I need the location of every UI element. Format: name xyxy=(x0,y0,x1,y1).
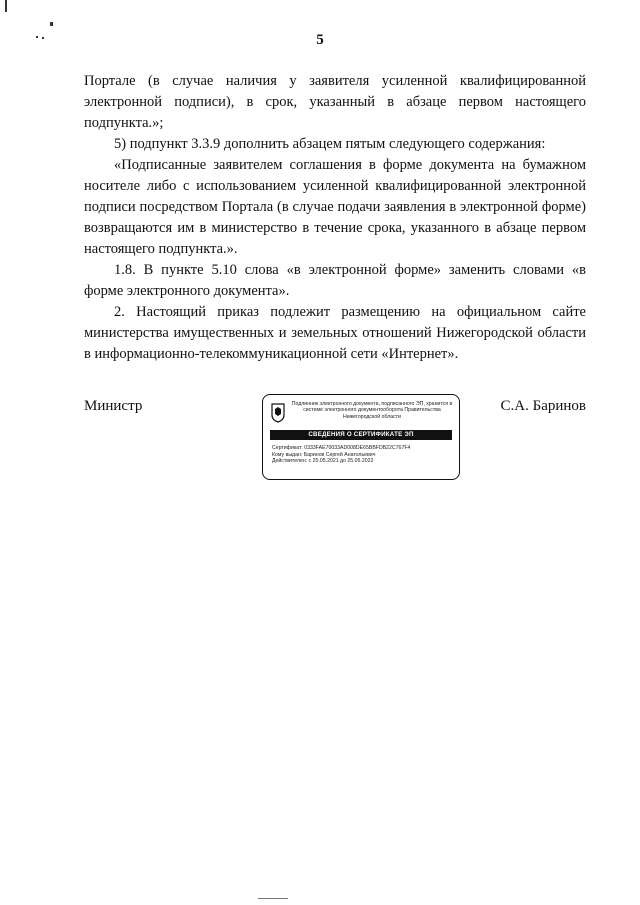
e-signature-stamp xyxy=(262,394,460,480)
stamp-banner: СВЕДЕНИЯ О СЕРТИФИКАТЕ ЭП xyxy=(270,430,452,440)
scan-edge-mark xyxy=(5,0,7,12)
paragraph-item-1-8: 1.8. В пункте 5.10 слова «в электронной форме» заменить словами «в форме электронного документа». xyxy=(84,262,586,299)
stamp-details xyxy=(272,445,454,465)
stamp-certificate: Сертификат: 0333FAE70033AD008DE65BBFDB22C767F4 xyxy=(272,445,411,451)
stamp-header: Подлинник электронного документа, подписанного ЭП, хранится в системе электронного документооборота Правительства Нижегородской области xyxy=(291,401,453,420)
paragraph-item-2: 2. Настоящий приказ подлежит размещению на официальном сайте министерства имущественных и земельных отношений Нижегородской области в информационно-телекоммуникационной сети «Интернет». xyxy=(84,304,586,362)
paragraph-quoted-text: «Подписанные заявителем соглашения в форме документа на бумажном носителе либо с использованием усиленной квалифицированной электронной подписи посредством Портала (в случае подачи заявления в электронной форме) возвращаются им в министерство в течение срока, указанного в абзаце первом настоящего подпункта.». xyxy=(84,157,586,257)
paragraph-subitem-5: 5) подпункт 3.3.9 дополнить абзацем пятым следующего содержания: xyxy=(114,136,546,152)
scan-edge-mark xyxy=(258,898,288,899)
stamp-validity: Действителен: с 25.05.2021 до 25.05.2022 xyxy=(272,458,374,465)
stamp-issued-to: Кому выдан: Баринов Сергей Анатольевич xyxy=(272,451,376,458)
signer-name: С.А. Баринов xyxy=(500,398,586,414)
scan-speck xyxy=(50,22,53,26)
coat-of-arms-icon xyxy=(271,403,285,423)
document-body xyxy=(84,71,586,365)
page-number: 5 xyxy=(316,32,324,48)
signer-title: Министр xyxy=(84,398,143,414)
paragraph-continuation: Портале (в случае наличия у заявителя усиленной квалифицированной электронной подписи), в срок, указанный в абзаце первом настоящего подпункта.»; xyxy=(84,73,586,131)
